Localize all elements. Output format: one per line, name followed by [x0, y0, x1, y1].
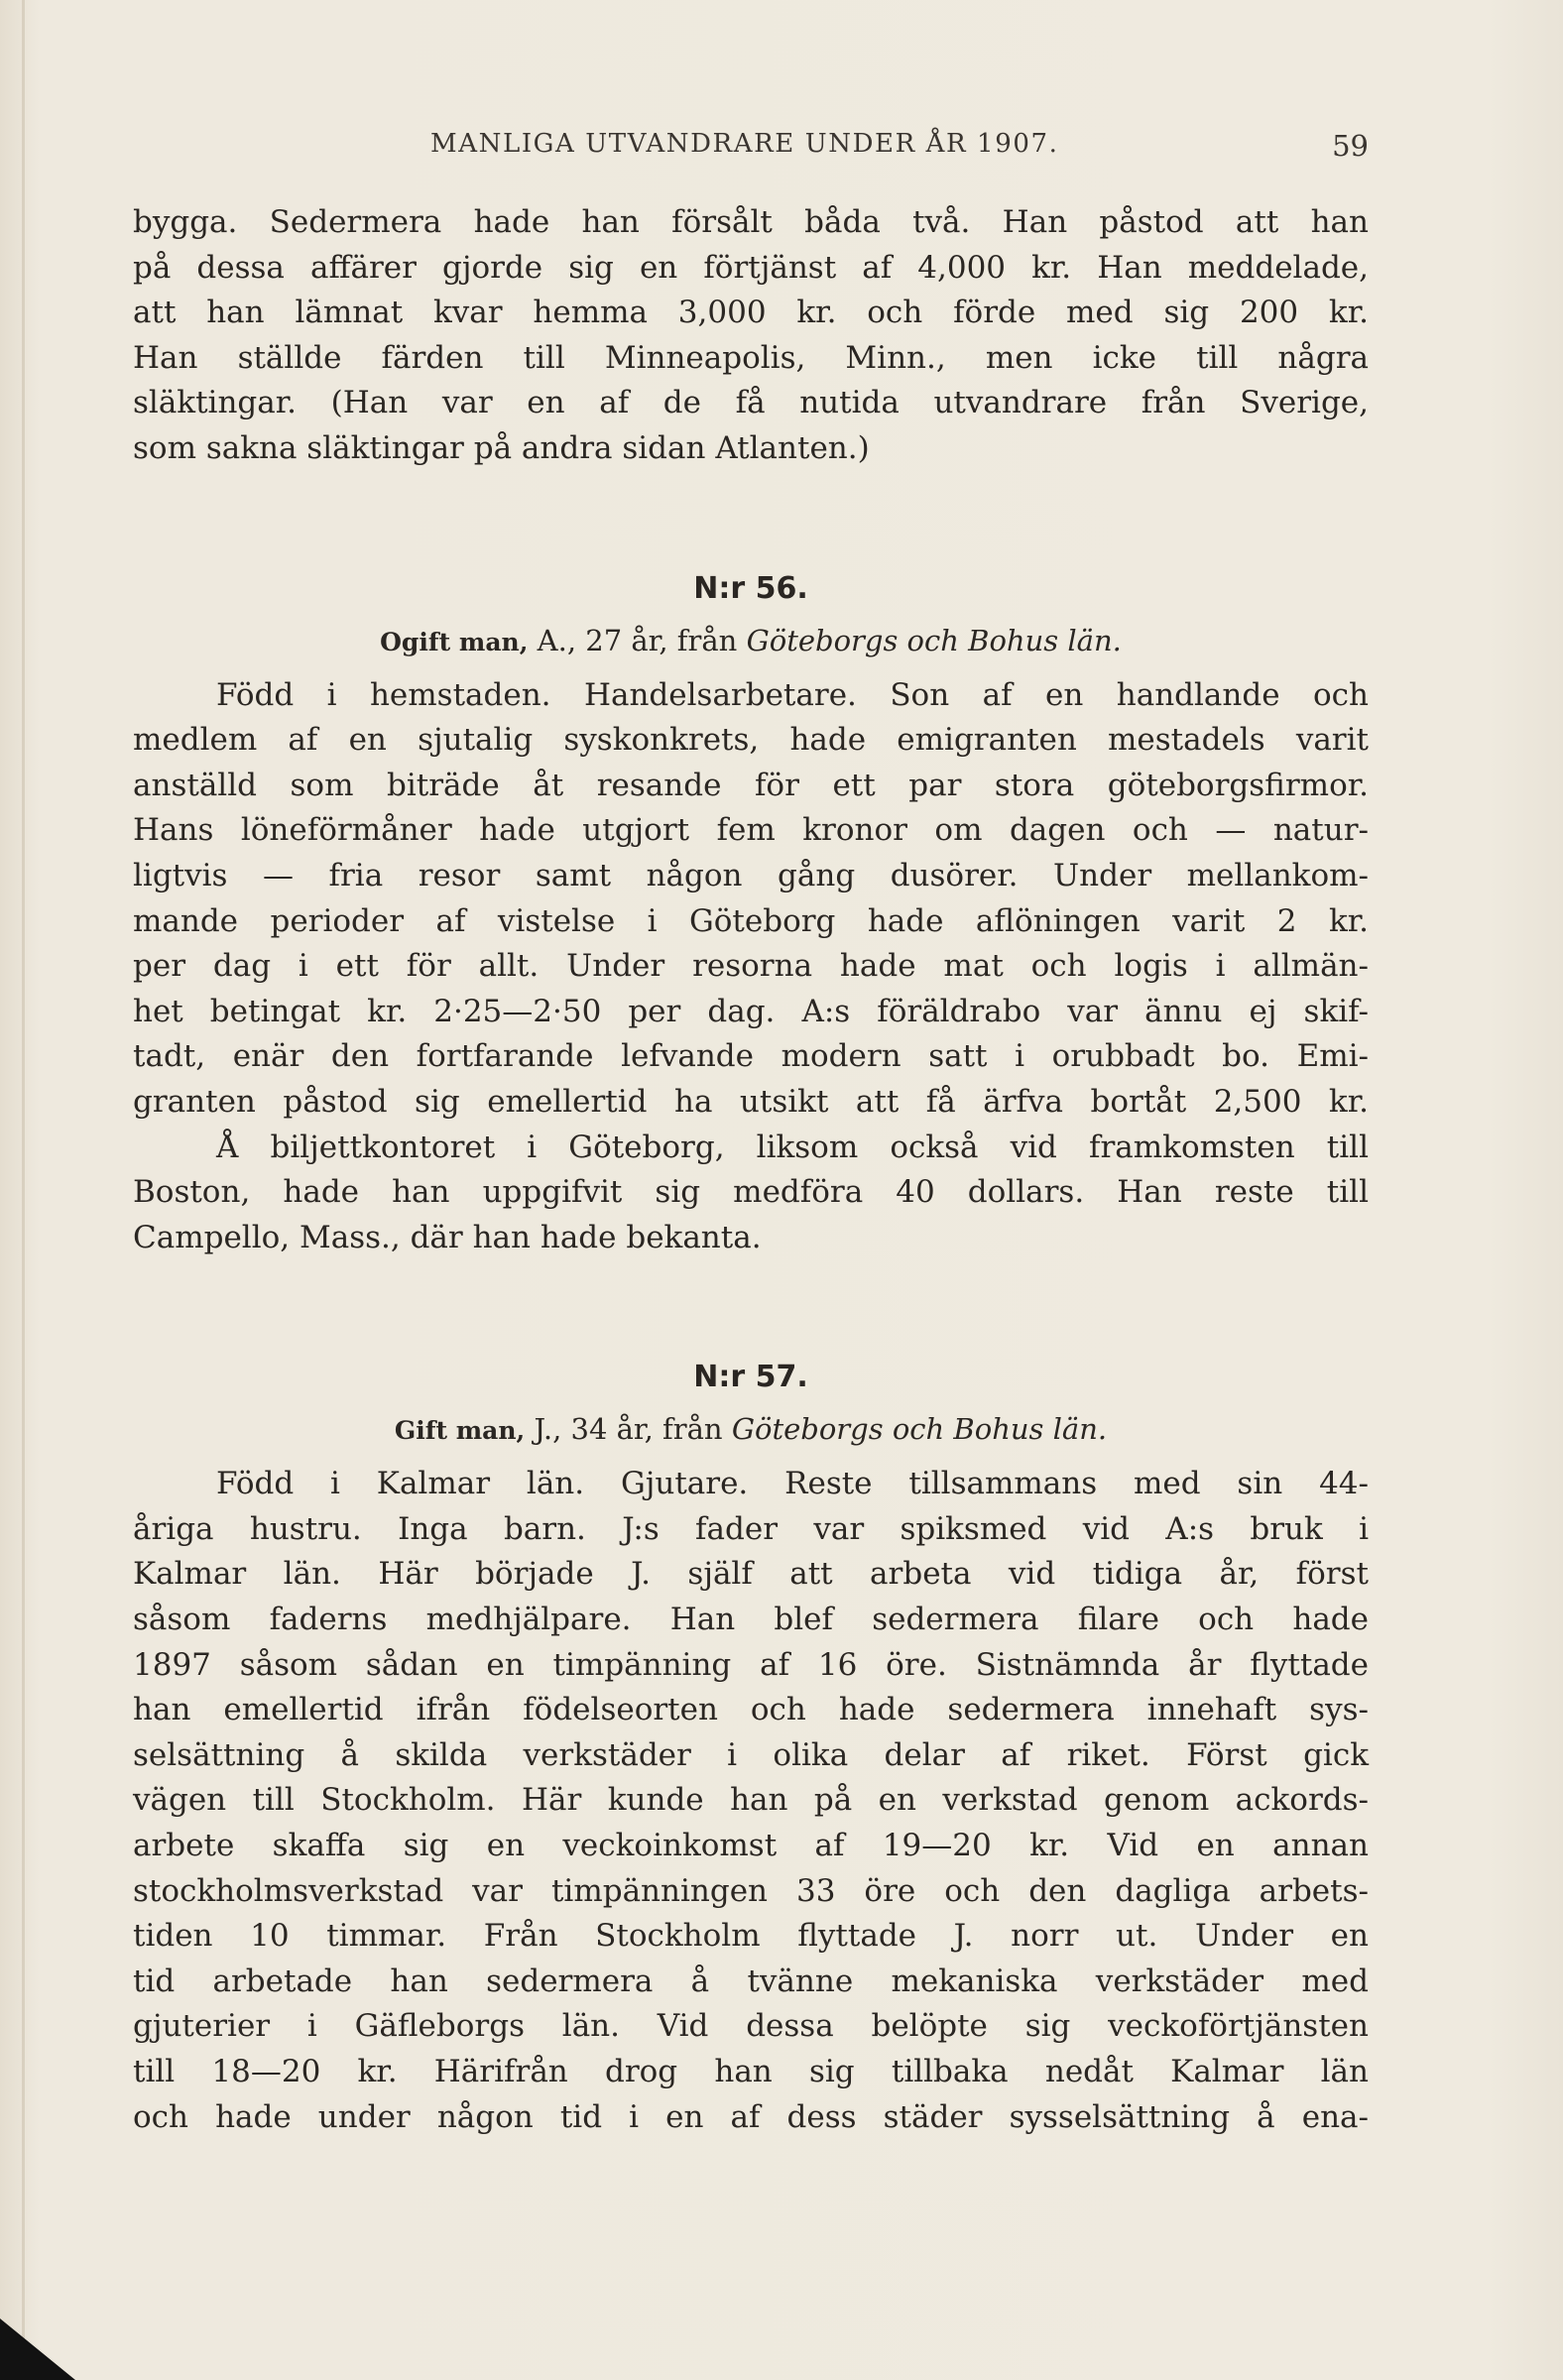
text-line: selsättning å skilda verkstäder i olika delar af riket. Först gick — [133, 1736, 1369, 1773]
person-details: J., 34 år, från — [525, 1412, 732, 1447]
text-line: han emellertid ifrån födelseorten och hade sedermera innehaft sys- — [133, 1692, 1369, 1728]
entry-body — [133, 1462, 1369, 2140]
text-line: arbete skaffa sig en veckoinkomst af 19—20 kr. Vid en annan — [133, 1828, 1369, 1864]
text-line: tid arbetade han sedermera å tvänne mekaniska verkstäder med — [133, 1963, 1369, 1999]
text-line: på dessa affärer gjorde sig en förtjänst af 4,000 kr. Han meddelade, — [133, 249, 1369, 286]
entry-number: N:r 57. — [693, 1360, 808, 1395]
region: Göteborgs och Bohus län. — [746, 623, 1122, 657]
text-line: och hade under någon tid i en af dess städer sysselsättning å ena- — [133, 2098, 1369, 2135]
entry-56 — [133, 571, 1369, 1261]
page-number: 59 — [1332, 129, 1369, 163]
entry-number: N:r 56. — [693, 570, 808, 606]
text-line: mande perioder af vistelse i Göteborg hade aflöningen varit 2 kr. — [133, 902, 1369, 939]
text-line: Campello, Mass., där han hade bekanta. — [133, 1219, 762, 1255]
text-line: Hans löneförmåner hade utgjort fem kronor om dagen och — natur- — [133, 812, 1369, 849]
page-header — [133, 129, 1369, 173]
text-line: Å biljettkontoret i Göteborg, liksom också vid framkomsten till — [216, 1129, 1369, 1165]
person-details: A., 27 år, från — [528, 623, 747, 657]
text-line: tiden 10 timmar. Från Stockholm flyttade J. norr ut. Under en — [133, 1918, 1369, 1955]
text-line: ligtvis — fria resor samt någon gång dusörer. Under mellankom- — [133, 857, 1369, 893]
page-gutter — [22, 0, 25, 2380]
text-line: Kalmar län. Här började J. själf att arbeta vid tidiga år, först — [133, 1556, 1369, 1593]
text-line: tadt, enär den fortfarande lefvande modern satt i orubbadt bo. Emi- — [133, 1038, 1369, 1075]
marital-status: Gift man, — [394, 1416, 526, 1446]
text-line: Född i hemstaden. Handelsarbetare. Son af en handlande och — [216, 676, 1369, 713]
text-line: anställd som biträde åt resande för ett par stora göteborgsfirmor. — [133, 767, 1369, 803]
entry-heading — [133, 624, 1369, 657]
text-line: åriga hustru. Inga barn. J:s fader var spiksmed vid A:s bruk i — [133, 1510, 1369, 1547]
text-line: Född i Kalmar län. Gjutare. Reste tillsammans med sin 44- — [216, 1466, 1369, 1502]
text-line: medlem af en sjutalig syskonkrets, hade emigranten mestadels varit — [133, 722, 1369, 759]
text-line: att han lämnat kvar hemma 3,000 kr. och förde med sig 200 kr. — [133, 295, 1369, 331]
marital-status: Ogift man, — [380, 627, 529, 656]
text-line: per dag i ett för allt. Under resorna hade mat och logis i allmän- — [133, 948, 1369, 985]
text-line: granten påstod sig emellertid ha utsikt att få ärfva bortåt 2,500 kr. — [133, 1083, 1369, 1120]
text-line: stockholmsverkstad var timpänningen 33 öre och den dagliga arbets- — [133, 1872, 1369, 1909]
text-line: släktingar. (Han var en af de få nutida utvandrare från Sverige, — [133, 385, 1369, 421]
entry-body — [133, 673, 1369, 1261]
text-line: 1897 såsom sådan en timpänning af 16 öre. Sistnämnda år flyttade — [133, 1646, 1369, 1683]
entry-heading — [133, 1412, 1369, 1446]
text-line: såsom faderns medhjälpare. Han blef sedermera filare och hade — [133, 1602, 1369, 1638]
entry-57 — [133, 1360, 1369, 2140]
text-line: Han ställde färden till Minneapolis, Minn., men icke till några — [133, 339, 1369, 376]
running-title: MANLIGA UTVANDRARE UNDER ÅR 1907. — [430, 129, 1059, 159]
text-line: gjuterier i Gäfleborgs län. Vid dessa belöpte sig veckoförtjänsten — [133, 2008, 1369, 2045]
text-line: vägen till Stockholm. Här kunde han på en verkstad genom ackords- — [133, 1782, 1369, 1819]
text-line: som sakna släktingar på andra sidan Atlanten.) — [133, 429, 870, 466]
text-column — [133, 129, 1369, 2140]
intro-paragraph — [133, 200, 1369, 472]
text-line: bygga. Sedermera hade han försålt båda två. Han påstod att han — [133, 204, 1369, 240]
text-line: het betingat kr. 2·25—2·50 per dag. A:s föräldrabo var ännu ej skif- — [133, 993, 1369, 1029]
text-line: till 18—20 kr. Härifrån drog han sig tillbaka nedåt Kalmar län — [133, 2054, 1369, 2089]
corner-mark — [0, 2319, 75, 2380]
region: Göteborgs och Bohus län. — [731, 1412, 1108, 1447]
text-line: Boston, hade han uppgifvit sig medföra 40 dollars. Han reste till — [133, 1174, 1369, 1211]
